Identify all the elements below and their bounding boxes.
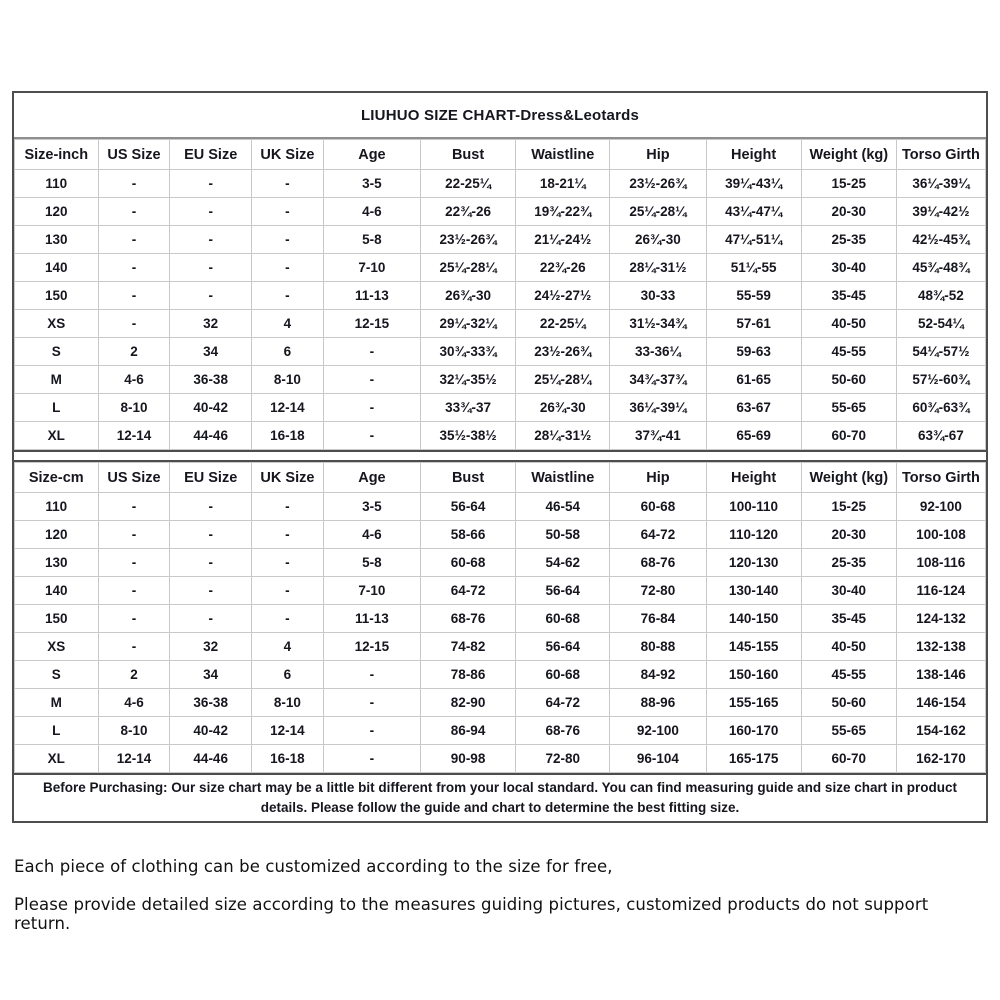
size-value-cell: 8-10 — [98, 394, 170, 422]
size-label-cell: XL — [15, 422, 99, 450]
title-row — [14, 93, 986, 139]
column-header: Bust — [420, 140, 515, 170]
before-purchasing-note: Before Purchasing: Our size chart may be a little bit different from your local standard. You can find measuring guide and size chart in product details. Please follow the guide and chart to determine the best fitting size. — [14, 773, 986, 821]
column-header: US Size — [98, 463, 170, 493]
size-value-cell: 90-98 — [420, 745, 515, 773]
size-value-cell: 72-80 — [516, 745, 610, 773]
column-header: Waistline — [516, 140, 610, 170]
size-value-cell: 23½-26¾ — [516, 338, 610, 366]
size-value-cell: - — [323, 366, 420, 394]
size-value-cell: 57-61 — [706, 310, 801, 338]
size-value-cell: 11-13 — [323, 605, 420, 633]
size-value-cell: 28¼-31½ — [610, 254, 706, 282]
size-value-cell: 37¾-41 — [610, 422, 706, 450]
size-value-cell: 78-86 — [420, 661, 515, 689]
size-value-cell: 55-65 — [801, 394, 896, 422]
size-label-cell: 150 — [15, 605, 99, 633]
size-label-cell: 140 — [15, 254, 99, 282]
column-header: Weight (kg) — [801, 140, 896, 170]
size-chart-title: LIUHUO SIZE CHART-Dress&Leotards — [360, 106, 640, 124]
size-value-cell: 140-150 — [706, 605, 801, 633]
size-value-cell: 6 — [251, 661, 323, 689]
size-value-cell: 60¾-63¾ — [896, 394, 985, 422]
size-value-cell: 32 — [170, 633, 252, 661]
size-value-cell: 68-76 — [610, 549, 706, 577]
size-value-cell: 24½-27½ — [516, 282, 610, 310]
size-value-cell: 58-66 — [420, 521, 515, 549]
size-value-cell: 26¾-30 — [610, 226, 706, 254]
table-row — [15, 254, 986, 282]
table-row — [15, 521, 986, 549]
size-label-cell: M — [15, 366, 99, 394]
size-value-cell: 64-72 — [516, 689, 610, 717]
size-value-cell: 100-110 — [706, 493, 801, 521]
table-row — [15, 366, 986, 394]
size-value-cell: 56-64 — [516, 577, 610, 605]
table-row — [15, 282, 986, 310]
size-value-cell: - — [98, 493, 170, 521]
size-value-cell: 25¼-28¼ — [516, 366, 610, 394]
table-row — [15, 394, 986, 422]
column-header: Age — [323, 140, 420, 170]
size-value-cell: 22-25¼ — [516, 310, 610, 338]
size-value-cell: 150-160 — [706, 661, 801, 689]
size-value-cell: 57½-60¾ — [896, 366, 985, 394]
size-value-cell: 35½-38½ — [420, 422, 515, 450]
size-value-cell: 31½-34¾ — [610, 310, 706, 338]
size-value-cell: - — [323, 745, 420, 773]
size-value-cell: 110-120 — [706, 521, 801, 549]
table-row — [15, 338, 986, 366]
size-value-cell: 48¾-52 — [896, 282, 985, 310]
size-value-cell: 160-170 — [706, 717, 801, 745]
size-value-cell: 64-72 — [420, 577, 515, 605]
column-header: Waistline — [516, 463, 610, 493]
size-value-cell: 54¼-57½ — [896, 338, 985, 366]
size-value-cell: 34 — [170, 338, 252, 366]
size-value-cell: 18-21¼ — [516, 170, 610, 198]
size-value-cell: 25-35 — [801, 549, 896, 577]
size-value-cell: 7-10 — [323, 577, 420, 605]
size-label-cell: 140 — [15, 577, 99, 605]
size-value-cell: 63¾-67 — [896, 422, 985, 450]
size-value-cell: - — [323, 338, 420, 366]
size-value-cell: 2 — [98, 661, 170, 689]
size-label-cell: S — [15, 661, 99, 689]
column-header: US Size — [98, 140, 170, 170]
size-value-cell: 29¼-32¼ — [420, 310, 515, 338]
size-value-cell: 45-55 — [801, 661, 896, 689]
size-label-cell: M — [15, 689, 99, 717]
size-value-cell: 45¾-48¾ — [896, 254, 985, 282]
size-value-cell: 23½-26¾ — [420, 226, 515, 254]
size-value-cell: 28¼-31½ — [516, 422, 610, 450]
column-header: Age — [323, 463, 420, 493]
size-value-cell: 36¼-39¼ — [896, 170, 985, 198]
size-value-cell: 146-154 — [896, 689, 985, 717]
size-value-cell: - — [170, 198, 252, 226]
column-header: Size-cm — [15, 463, 99, 493]
size-value-cell: 55-59 — [706, 282, 801, 310]
size-value-cell: 20-30 — [801, 198, 896, 226]
size-value-cell: - — [170, 521, 252, 549]
size-value-cell: 35-45 — [801, 605, 896, 633]
size-value-cell: - — [251, 577, 323, 605]
size-value-cell: 12-14 — [251, 717, 323, 745]
size-value-cell: 12-14 — [98, 745, 170, 773]
size-value-cell: - — [98, 282, 170, 310]
size-value-cell: 138-146 — [896, 661, 985, 689]
size-value-cell: 52-54¼ — [896, 310, 985, 338]
size-value-cell: 68-76 — [516, 717, 610, 745]
size-value-cell: 40-50 — [801, 310, 896, 338]
column-header: Bust — [420, 463, 515, 493]
size-value-cell: 116-124 — [896, 577, 985, 605]
size-value-cell: 6 — [251, 338, 323, 366]
column-header: UK Size — [251, 140, 323, 170]
size-value-cell: - — [251, 198, 323, 226]
size-value-cell: 84-92 — [610, 661, 706, 689]
size-value-cell: 92-100 — [610, 717, 706, 745]
column-header: Size-inch — [15, 140, 99, 170]
size-label-cell: 130 — [15, 226, 99, 254]
size-value-cell: 74-82 — [420, 633, 515, 661]
size-value-cell: - — [170, 549, 252, 577]
table-row — [15, 549, 986, 577]
size-label-cell: 150 — [15, 282, 99, 310]
size-value-cell: 15-25 — [801, 170, 896, 198]
size-value-cell: 47¼-51¼ — [706, 226, 801, 254]
size-value-cell: 4 — [251, 310, 323, 338]
size-value-cell: - — [98, 521, 170, 549]
size-value-cell: 96-104 — [610, 745, 706, 773]
size-value-cell: - — [98, 310, 170, 338]
size-chart-panel — [12, 91, 988, 823]
size-value-cell: 26¾-30 — [420, 282, 515, 310]
size-value-cell: - — [323, 394, 420, 422]
size-value-cell: 26¾-30 — [516, 394, 610, 422]
size-value-cell: 4-6 — [98, 366, 170, 394]
size-value-cell: 33¾-37 — [420, 394, 515, 422]
column-header: EU Size — [170, 140, 252, 170]
table-row — [15, 170, 986, 198]
size-value-cell: - — [323, 661, 420, 689]
table-row — [15, 310, 986, 338]
table-row — [15, 226, 986, 254]
size-value-cell: 44-46 — [170, 422, 252, 450]
size-value-cell: 145-155 — [706, 633, 801, 661]
size-value-cell: 92-100 — [896, 493, 985, 521]
size-value-cell: 20-30 — [801, 521, 896, 549]
size-value-cell: 40-42 — [170, 394, 252, 422]
table-row — [15, 577, 986, 605]
size-value-cell: 30-40 — [801, 254, 896, 282]
size-value-cell: 34¾-37¾ — [610, 366, 706, 394]
size-value-cell: 3-5 — [323, 170, 420, 198]
size-label-cell: 120 — [15, 198, 99, 226]
size-value-cell: 44-46 — [170, 745, 252, 773]
size-value-cell: 12-15 — [323, 633, 420, 661]
table-row — [15, 661, 986, 689]
size-value-cell: 22¾-26 — [516, 254, 610, 282]
size-label-cell: 110 — [15, 493, 99, 521]
size-value-cell: 108-116 — [896, 549, 985, 577]
size-value-cell: - — [98, 226, 170, 254]
size-label-cell: 120 — [15, 521, 99, 549]
column-header: Torso Girth — [896, 140, 985, 170]
column-header: Weight (kg) — [801, 463, 896, 493]
size-value-cell: - — [170, 170, 252, 198]
table-row — [15, 689, 986, 717]
size-value-cell: - — [251, 605, 323, 633]
size-value-cell: 36-38 — [170, 366, 252, 394]
size-value-cell: - — [323, 422, 420, 450]
size-value-cell: 43¼-47¼ — [706, 198, 801, 226]
size-value-cell: 54-62 — [516, 549, 610, 577]
size-value-cell: - — [251, 282, 323, 310]
size-value-cell: - — [98, 577, 170, 605]
header-row — [15, 140, 986, 170]
size-value-cell: 11-13 — [323, 282, 420, 310]
size-value-cell: 39¼-42½ — [896, 198, 985, 226]
size-value-cell: - — [170, 254, 252, 282]
size-value-cell: 36¼-39¼ — [610, 394, 706, 422]
size-value-cell: 22-25¼ — [420, 170, 515, 198]
column-header: Height — [706, 463, 801, 493]
size-value-cell: - — [98, 633, 170, 661]
size-value-cell: 16-18 — [251, 745, 323, 773]
size-value-cell: 35-45 — [801, 282, 896, 310]
table-divider — [14, 450, 986, 462]
size-value-cell: 30-33 — [610, 282, 706, 310]
size-value-cell: 88-96 — [610, 689, 706, 717]
size-value-cell: 33-36¼ — [610, 338, 706, 366]
table-row — [15, 493, 986, 521]
size-value-cell: 45-55 — [801, 338, 896, 366]
size-value-cell: 30-40 — [801, 577, 896, 605]
table-row — [15, 198, 986, 226]
size-value-cell: 4-6 — [323, 521, 420, 549]
size-value-cell: 130-140 — [706, 577, 801, 605]
size-value-cell: 76-84 — [610, 605, 706, 633]
size-value-cell: 25¼-28¼ — [610, 198, 706, 226]
size-value-cell: 51¼-55 — [706, 254, 801, 282]
size-value-cell: 56-64 — [516, 633, 610, 661]
column-header: Height — [706, 140, 801, 170]
size-value-cell: 34 — [170, 661, 252, 689]
size-value-cell: 12-14 — [251, 394, 323, 422]
size-value-cell: - — [170, 282, 252, 310]
size-value-cell: 8-10 — [251, 689, 323, 717]
size-value-cell: - — [251, 170, 323, 198]
size-value-cell: 65-69 — [706, 422, 801, 450]
size-value-cell: 4-6 — [323, 198, 420, 226]
size-value-cell: 3-5 — [323, 493, 420, 521]
size-value-cell: 2 — [98, 338, 170, 366]
size-value-cell: 7-10 — [323, 254, 420, 282]
table-row — [15, 422, 986, 450]
size-value-cell: 60-70 — [801, 422, 896, 450]
size-value-cell: - — [251, 254, 323, 282]
size-value-cell: - — [98, 605, 170, 633]
column-header: UK Size — [251, 463, 323, 493]
size-value-cell: - — [323, 689, 420, 717]
size-value-cell: 63-67 — [706, 394, 801, 422]
size-value-cell: 82-90 — [420, 689, 515, 717]
size-label-cell: XS — [15, 310, 99, 338]
size-value-cell: 8-10 — [98, 717, 170, 745]
size-value-cell: 15-25 — [801, 493, 896, 521]
size-value-cell: - — [251, 521, 323, 549]
size-label-cell: 110 — [15, 170, 99, 198]
size-value-cell: 30¾-33¾ — [420, 338, 515, 366]
size-value-cell: 32¼-35½ — [420, 366, 515, 394]
size-value-cell: - — [98, 170, 170, 198]
size-value-cell: 86-94 — [420, 717, 515, 745]
column-header: Torso Girth — [896, 463, 985, 493]
size-label-cell: 130 — [15, 549, 99, 577]
size-value-cell: 124-132 — [896, 605, 985, 633]
size-label-cell: XL — [15, 745, 99, 773]
size-value-cell: 46-54 — [516, 493, 610, 521]
size-value-cell: 25-35 — [801, 226, 896, 254]
size-value-cell: 42½-45¾ — [896, 226, 985, 254]
size-value-cell: 60-68 — [420, 549, 515, 577]
size-value-cell: 5-8 — [323, 549, 420, 577]
size-value-cell: - — [251, 493, 323, 521]
table-row — [15, 605, 986, 633]
size-value-cell: 50-60 — [801, 689, 896, 717]
size-value-cell: 68-76 — [420, 605, 515, 633]
size-value-cell: 60-68 — [610, 493, 706, 521]
size-value-cell: 100-108 — [896, 521, 985, 549]
size-value-cell: - — [98, 198, 170, 226]
size-value-cell: 12-14 — [98, 422, 170, 450]
size-value-cell: - — [323, 717, 420, 745]
size-label-cell: XS — [15, 633, 99, 661]
size-value-cell: 19¾-22¾ — [516, 198, 610, 226]
size-value-cell: 40-50 — [801, 633, 896, 661]
size-value-cell: 25¼-28¼ — [420, 254, 515, 282]
size-value-cell: - — [98, 549, 170, 577]
size-label-cell: S — [15, 338, 99, 366]
size-value-cell: 39¼-43¼ — [706, 170, 801, 198]
size-value-cell: 50-60 — [801, 366, 896, 394]
size-value-cell: 80-88 — [610, 633, 706, 661]
size-value-cell: 64-72 — [610, 521, 706, 549]
size-value-cell: 8-10 — [251, 366, 323, 394]
size-value-cell: - — [170, 493, 252, 521]
size-value-cell: 12-15 — [323, 310, 420, 338]
size-value-cell: 5-8 — [323, 226, 420, 254]
size-label-cell: L — [15, 394, 99, 422]
size-value-cell: 154-162 — [896, 717, 985, 745]
customization-note-line2: Please provide detailed size according to the measures guiding pictures, customized products do not support return. — [14, 895, 929, 933]
size-label-cell: L — [15, 717, 99, 745]
column-header: Hip — [610, 463, 706, 493]
size-value-cell: 56-64 — [420, 493, 515, 521]
size-value-cell: 22¾-26 — [420, 198, 515, 226]
size-value-cell: - — [170, 605, 252, 633]
size-value-cell: 59-63 — [706, 338, 801, 366]
cm-size-table — [14, 462, 986, 773]
size-value-cell: - — [98, 254, 170, 282]
size-value-cell: 165-175 — [706, 745, 801, 773]
size-value-cell: - — [251, 549, 323, 577]
size-value-cell: 40-42 — [170, 717, 252, 745]
size-value-cell: 23½-26¾ — [610, 170, 706, 198]
customization-notes — [14, 857, 986, 952]
size-value-cell: - — [251, 226, 323, 254]
table-row — [15, 717, 986, 745]
table-row — [15, 633, 986, 661]
size-value-cell: 4 — [251, 633, 323, 661]
size-value-cell: - — [170, 226, 252, 254]
size-value-cell: 72-80 — [610, 577, 706, 605]
header-row — [15, 463, 986, 493]
table-row — [15, 745, 986, 773]
size-value-cell: 155-165 — [706, 689, 801, 717]
size-value-cell: 61-65 — [706, 366, 801, 394]
size-value-cell: 16-18 — [251, 422, 323, 450]
size-value-cell: 60-68 — [516, 605, 610, 633]
column-header: EU Size — [170, 463, 252, 493]
inch-size-table — [14, 139, 986, 450]
size-value-cell: 50-58 — [516, 521, 610, 549]
customization-note-line1: Each piece of clothing can be customized according to the size for free, — [14, 857, 613, 876]
size-value-cell: 32 — [170, 310, 252, 338]
size-value-cell: 162-170 — [896, 745, 985, 773]
column-header: Hip — [610, 140, 706, 170]
size-value-cell: - — [170, 577, 252, 605]
size-value-cell: 55-65 — [801, 717, 896, 745]
size-value-cell: 60-70 — [801, 745, 896, 773]
size-value-cell: 4-6 — [98, 689, 170, 717]
size-value-cell: 132-138 — [896, 633, 985, 661]
size-value-cell: 60-68 — [516, 661, 610, 689]
size-value-cell: 36-38 — [170, 689, 252, 717]
size-value-cell: 120-130 — [706, 549, 801, 577]
size-value-cell: 21¼-24½ — [516, 226, 610, 254]
